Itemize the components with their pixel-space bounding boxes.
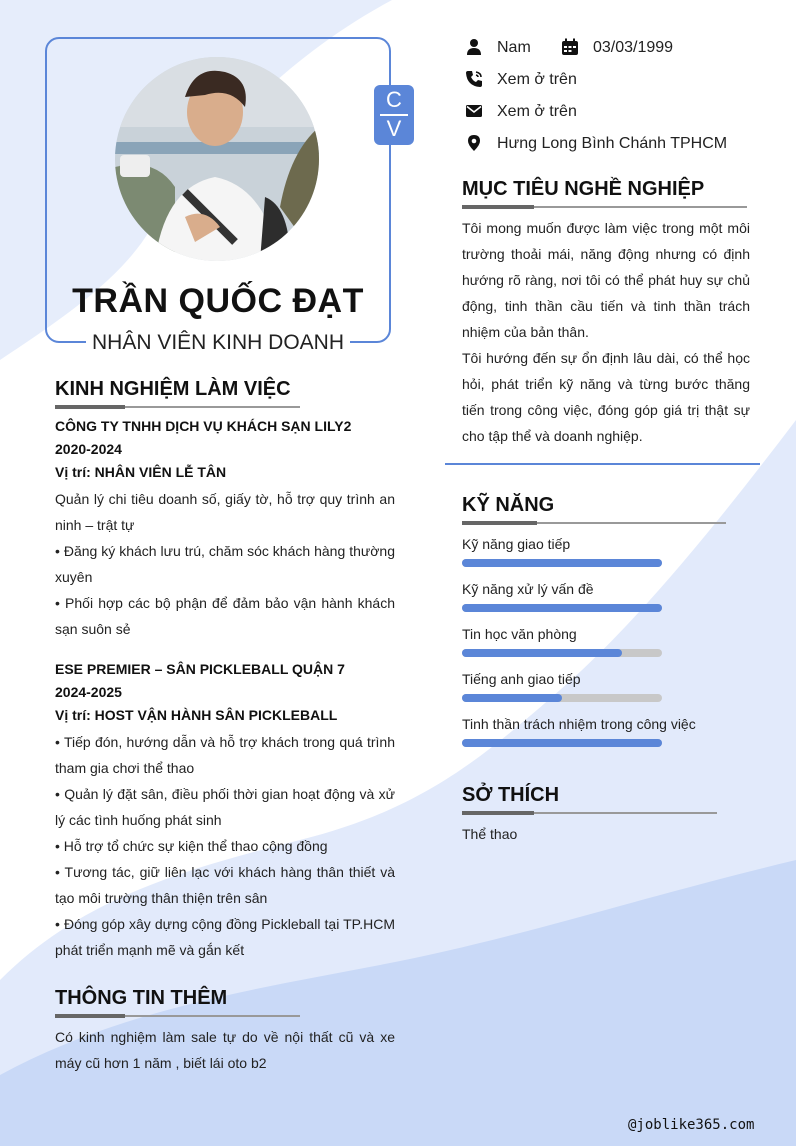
skills-heading-underline [462,522,726,524]
skill-label-3: Tin học văn phòng [462,626,577,642]
skill-bar-1-fill [462,559,662,567]
skill-bar-2 [462,604,662,612]
objective-body [462,215,750,449]
email-value: Xem ở trên [497,103,577,120]
extra-info-heading: THÔNG TIN THÊM [55,987,228,1009]
hobbies-text: Thể thao [462,826,518,842]
job-1-line-1: Quản lý chi tiêu doanh số, giấy tờ, hỗ trợ quy trình an ninh – trật tự [55,491,395,533]
watermark-text: @joblike365.com [628,1117,755,1133]
job-2-line-1: • Tiếp đón, hướng dẫn và hỗ trợ khách trong quá trình tham gia chơi thể thao [55,734,395,776]
user-icon [465,38,483,56]
skill-label-2: Kỹ năng xử lý vấn đề [462,581,594,597]
job-2-line-4: • Tương tác, giữ liên lạc với khách hàng thân thiết và tạo môi trường thân thiện trên sân [55,864,395,906]
right-column-divider [445,463,760,465]
job-2-line-5: • Đóng góp xây dựng cộng đồng Pickleball tại TP.HCM phát triển mạnh mẽ và gắn kết [55,916,395,958]
skill-bar-3 [462,649,662,657]
job-1-line-2: • Đăng ký khách lưu trú, chăm sóc khách hàng thường xuyên [55,543,395,585]
birthday-value: 03/03/1999 [593,39,674,56]
experience-heading: KINH NGHIỆM LÀM VIỆC [55,378,291,400]
location-pin-icon [465,134,483,152]
objective-heading: MỤC TIÊU NGHỀ NGHIỆP [462,178,705,200]
job-1-company: CÔNG TY TNHH DỊCH VỤ KHÁCH SẠN LILY2 [55,418,352,434]
skill-bar-5-fill [462,739,662,747]
objective-paragraph-2: Tôi hướng đến sự ổn định lâu dài, có thể học hỏi, phát triển kỹ năng và từng bước thăng tiến trong công việc, đóng góp giá trị thật sự cho tập thể và doanh nghiệp. [462,350,750,444]
extra-info-text: Có kinh nghiệm làm sale tự do về nội thất cũ và xe máy cũ hơn 1 năm , biết lái oto b2 [55,1029,395,1071]
cv-badge-v: V [386,116,402,141]
calendar-icon [561,38,579,56]
job-2-line-3: • Hỗ trợ tổ chức sự kiện thể thao cộng đồng [55,838,328,854]
cv-badge [374,85,414,145]
job-1-position: Vị trí: NHÂN VIÊN LỄ TÂN [55,464,227,480]
job-2-line-2: • Quản lý đặt sân, điều phối thời gian hoạt động và xử lý các tình huống phát sinh [55,786,395,828]
job-2-company: ESE PREMIER – SÂN PICKLEBALL QUẬN 7 [55,661,345,677]
skill-label-1: Kỹ năng giao tiếp [462,536,571,552]
skill-bar-4-fill [462,694,562,702]
job-entry-2 [55,658,395,963]
skill-bar-2-fill [462,604,662,612]
job-1-period: 2020-2024 [55,441,122,457]
phone-icon [465,70,483,88]
address-value: Hưng Long Bình Chánh TPHCM [497,135,728,152]
job-1-line-3: • Phối hợp các bộ phận để đảm bảo vận hành khách sạn suôn sẻ [55,595,395,637]
job-entry-1 [55,415,395,642]
skill-label-5: Tinh thần trách nhiệm trong công việc [462,716,696,732]
objective-paragraph-1: Tôi mong muốn được làm việc trong một môi trường thoải mái, năng động nhưng có định hướng rõ ràng, nơi tôi có thể phát huy sự chủ động, tinh thần cầu tiến và tinh thần trách nhiệm của bản thân. [462,220,750,340]
email-icon [465,102,483,120]
skills-heading: KỸ NĂNG [462,494,555,516]
cv-badge-c: C [386,87,402,112]
experience-heading-underline [55,406,300,408]
skill-bar-1 [462,559,662,567]
hobbies-heading: SỞ THÍCH [462,784,560,806]
skill-bar-5 [462,739,662,747]
job-2-position: Vị trí: HOST VẬN HÀNH SÂN PICKLEBALL [55,707,338,723]
phone-value: Xem ở trên [497,71,577,88]
hobbies-heading-underline [462,812,717,814]
profile-photo [115,57,319,261]
extra-info-heading-underline [55,1015,300,1017]
skill-label-4: Tiếng anh giao tiếp [462,671,581,687]
skill-bar-4 [462,694,662,702]
job-2-period: 2024-2025 [55,684,122,700]
objective-heading-underline [462,206,747,208]
job-title: NHÂN VIÊN KINH DOANH [86,329,350,357]
candidate-name: TRẦN QUỐC ĐẠT [72,282,364,320]
skill-bar-3-fill [462,649,622,657]
gender-value: Nam [497,39,531,56]
